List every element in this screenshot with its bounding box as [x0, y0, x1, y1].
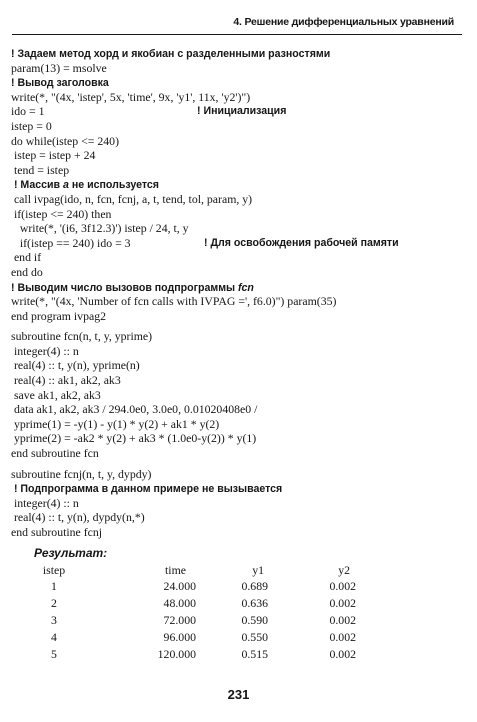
code-line	[11, 467, 471, 482]
col-header-y1: y1	[252, 562, 264, 577]
cell-y2: 0.002	[329, 630, 356, 644]
code-text: subroutine fcnj(n, t, y, dypdy)	[11, 466, 152, 481]
code-text: call ivpag(ido, n, fcn, fcnj, a, t, tend, tol, param, y)	[11, 191, 253, 206]
code-text: istep = 0	[11, 118, 52, 133]
cell-istep: 3	[51, 613, 57, 627]
cell-time: 72.000	[163, 613, 196, 627]
page-number: 231	[227, 687, 250, 702]
code-line	[11, 177, 471, 192]
fcnj-subroutine-block	[11, 467, 471, 540]
cell-y1: 0.515	[241, 647, 268, 661]
col-header-istep: istep	[42, 562, 66, 577]
code-text: real(4) :: t, y(n), dypdy(n,*)	[11, 510, 145, 525]
code-line	[11, 265, 471, 280]
code-line	[11, 61, 471, 76]
code-text: end do	[11, 264, 43, 279]
code-text: do while(istep <= 240)	[11, 133, 119, 148]
code-identifier: a	[63, 179, 69, 192]
table-row	[30, 578, 356, 595]
code-line	[11, 119, 471, 134]
code-text: tend = istep	[11, 162, 70, 177]
result-table-header	[30, 562, 356, 578]
cell-y2: 0.002	[329, 579, 356, 593]
code-comment: ! Подпрограмма в данном примере не вызывается	[11, 483, 283, 496]
code-line	[11, 388, 471, 403]
cell-time: 48.000	[163, 596, 196, 610]
code-line	[11, 90, 471, 105]
code-text: write(*, "(4x, 'istep', 5x, 'time', 9x, 'y1', 11x, 'y2')")	[11, 89, 251, 104]
code-line	[11, 358, 471, 373]
code-line	[11, 104, 471, 119]
code-line	[11, 329, 471, 344]
code-line	[11, 134, 471, 149]
code-line	[11, 373, 471, 388]
cell-istep: 1	[51, 579, 57, 593]
code-line	[11, 280, 471, 295]
result-heading: Результат:	[34, 546, 108, 560]
code-text: yprime(1) = -y(1) - y(1) * y(2) + ak1 * y(2)	[11, 416, 220, 431]
code-text: write(*, "(4x, 'Number of fcn calls with IVPAG =', f6.0)") param(35)	[11, 294, 337, 309]
cell-y2: 0.002	[329, 613, 356, 627]
cell-istep: 2	[51, 596, 57, 610]
cell-time: 24.000	[163, 579, 196, 593]
main-program-block	[11, 46, 471, 323]
code-listing	[11, 46, 471, 540]
result-table	[30, 562, 356, 663]
code-line	[11, 221, 471, 236]
code-text: data ak1, ak2, ak3 / 294.0e0, 3.0e0, 0.01020408e0 /	[11, 402, 258, 417]
code-line	[11, 46, 471, 61]
cell-istep: 4	[51, 630, 57, 644]
code-line	[11, 236, 471, 251]
code-text: real(4) :: ak1, ak2, ak3	[11, 373, 121, 388]
code-text: if(istep <= 240) then	[11, 206, 112, 221]
code-text: real(4) :: t, y(n), yprime(n)	[11, 358, 140, 373]
code-text: end subroutine fcn	[11, 446, 99, 461]
code-comment: ! Задаем метод хорд и якобиан с разделенными разностями	[11, 48, 331, 60]
running-header	[12, 14, 462, 35]
code-text: end subroutine fcnj	[11, 525, 103, 539]
code-line	[11, 417, 471, 432]
fcn-subroutine-block	[11, 329, 471, 460]
col-header-time: time	[165, 562, 186, 577]
code-line	[11, 294, 471, 309]
cell-time: 96.000	[163, 630, 196, 644]
code-line	[11, 309, 471, 324]
code-text: yprime(2) = -ak2 * y(2) + ak3 * (1.0e0-y(2)) * y(1)	[11, 431, 257, 446]
code-line	[11, 431, 471, 446]
code-comment: ! Выводим число вызовов подпрограммы	[11, 281, 239, 294]
cell-y1: 0.550	[241, 630, 268, 644]
code-text: end if	[11, 250, 42, 265]
code-line	[11, 510, 471, 525]
code-comment: ! Массив	[11, 179, 64, 192]
code-line	[11, 163, 471, 178]
code-comment: ! Вывод заголовка	[11, 77, 109, 90]
table-row	[30, 646, 356, 663]
code-comment: не используется	[68, 179, 159, 192]
code-text: save ak1, ak2, ak3	[11, 387, 101, 402]
cell-y1: 0.590	[241, 613, 268, 627]
code-text: param(13) = msolve	[11, 60, 107, 75]
code-identifier: fcn	[238, 281, 254, 294]
col-header-y2: y2	[338, 562, 350, 577]
inline-comment: ! Для освобождения рабочей памяти	[204, 236, 399, 249]
chapter-title: 4. Решение дифференциальных уравнений	[233, 16, 454, 28]
cell-y2: 0.002	[329, 596, 356, 610]
code-line	[11, 446, 471, 461]
code-line	[11, 344, 471, 359]
code-text: integer(4) :: n	[11, 343, 79, 358]
inline-comment: ! Инициализация	[197, 105, 287, 118]
code-line	[11, 75, 471, 90]
code-line	[11, 192, 471, 207]
cell-time: 120.000	[157, 647, 196, 661]
code-line	[11, 250, 471, 265]
code-text: subroutine fcn(n, t, y, yprime)	[11, 329, 153, 344]
code-line	[11, 496, 471, 511]
code-text: istep = istep + 24	[11, 148, 96, 163]
cell-istep: 5	[51, 647, 57, 661]
table-row	[30, 612, 356, 629]
cell-y1: 0.636	[241, 596, 268, 610]
code-line	[11, 481, 471, 496]
code-line	[11, 402, 471, 417]
code-text: if(istep == 240) ido = 3	[11, 235, 131, 250]
code-text: ido = 1	[11, 104, 45, 119]
code-text: integer(4) :: n	[11, 495, 79, 510]
code-text: end program ivpag2	[11, 308, 107, 323]
table-row	[30, 595, 356, 612]
code-text: write(*, '(i6, 3f12.3)') istep / 24, t, y	[11, 221, 189, 236]
code-line	[11, 207, 471, 222]
cell-y2: 0.002	[329, 647, 356, 661]
table-row	[30, 629, 356, 646]
code-line	[11, 525, 471, 540]
cell-y1: 0.689	[241, 579, 268, 593]
code-line	[11, 148, 471, 163]
